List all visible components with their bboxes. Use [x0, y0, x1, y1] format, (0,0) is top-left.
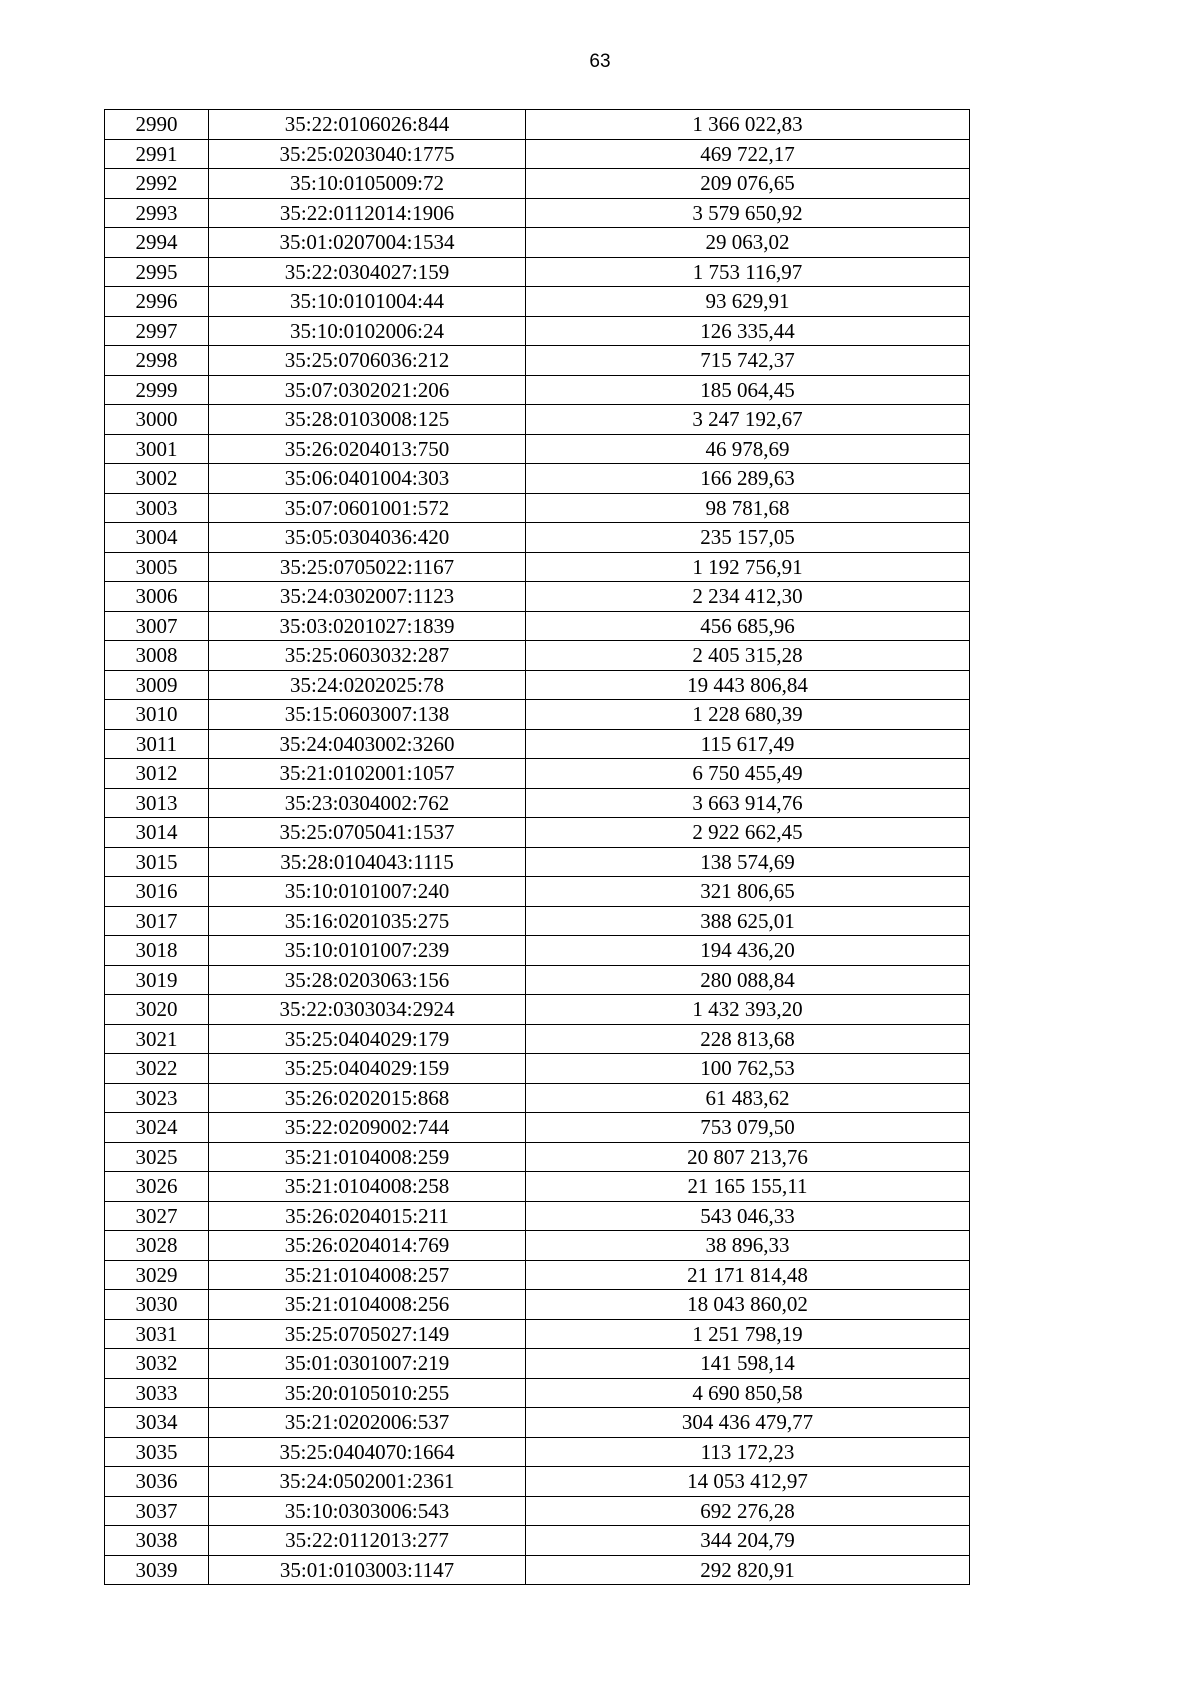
row-number-cell: 3027	[105, 1201, 209, 1231]
page-number: 63	[589, 51, 611, 72]
row-number-cell: 3005	[105, 552, 209, 582]
table-row	[105, 877, 970, 907]
cadastral-value-cell: 543 046,33	[526, 1201, 970, 1231]
cadastral-value-cell: 3 247 192,67	[526, 405, 970, 435]
cadastral-number-cell: 35:24:0403002:3260	[209, 729, 526, 759]
table-row	[105, 287, 970, 317]
cadastral-number-cell: 35:10:0101007:239	[209, 936, 526, 966]
table-row	[105, 906, 970, 936]
row-number-cell: 3008	[105, 641, 209, 671]
table-row	[105, 1113, 970, 1143]
cadastral-value-cell: 6 750 455,49	[526, 759, 970, 789]
cadastral-value-cell: 18 043 860,02	[526, 1290, 970, 1320]
cadastral-value-cell: 2 234 412,30	[526, 582, 970, 612]
cadastral-number-cell: 35:10:0101007:240	[209, 877, 526, 907]
cadastral-number-cell: 35:28:0103008:125	[209, 405, 526, 435]
cadastral-number-cell: 35:21:0202006:537	[209, 1408, 526, 1438]
cadastral-value-cell: 4 690 850,58	[526, 1378, 970, 1408]
row-number-cell: 3002	[105, 464, 209, 494]
cadastral-value-cell: 46 978,69	[526, 434, 970, 464]
cadastral-value-cell: 209 076,65	[526, 169, 970, 199]
cadastral-value-cell: 14 053 412,97	[526, 1467, 970, 1497]
table-row	[105, 995, 970, 1025]
row-number-cell: 3012	[105, 759, 209, 789]
cadastral-number-cell: 35:01:0103003:1147	[209, 1555, 526, 1585]
table-row	[105, 228, 970, 258]
cadastral-number-cell: 35:28:0104043:1115	[209, 847, 526, 877]
cadastral-value-cell: 93 629,91	[526, 287, 970, 317]
table-row	[105, 1408, 970, 1438]
row-number-cell: 3035	[105, 1437, 209, 1467]
row-number-cell: 3032	[105, 1349, 209, 1379]
table-row	[105, 1467, 970, 1497]
row-number-cell: 3024	[105, 1113, 209, 1143]
table-row	[105, 1319, 970, 1349]
row-number-cell: 2993	[105, 198, 209, 228]
cadastral-value-cell: 21 171 814,48	[526, 1260, 970, 1290]
cadastral-value-cell: 2 922 662,45	[526, 818, 970, 848]
cadastral-number-cell: 35:01:0207004:1534	[209, 228, 526, 258]
cadastral-number-cell: 35:25:0706036:212	[209, 346, 526, 376]
cadastral-number-cell: 35:22:0209002:744	[209, 1113, 526, 1143]
row-number-cell: 3017	[105, 906, 209, 936]
table-row	[105, 847, 970, 877]
cadastral-value-cell: 20 807 213,76	[526, 1142, 970, 1172]
cadastral-value-cell: 3 663 914,76	[526, 788, 970, 818]
cadastral-number-cell: 35:05:0304036:420	[209, 523, 526, 553]
table-row	[105, 375, 970, 405]
table-row	[105, 582, 970, 612]
row-number-cell: 3038	[105, 1526, 209, 1556]
cadastral-number-cell: 35:26:0204015:211	[209, 1201, 526, 1231]
cadastral-number-cell: 35:10:0102006:24	[209, 316, 526, 346]
table-row	[105, 759, 970, 789]
cadastral-value-cell: 715 742,37	[526, 346, 970, 376]
cadastral-number-cell: 35:26:0204014:769	[209, 1231, 526, 1261]
cadastral-number-cell: 35:21:0104008:256	[209, 1290, 526, 1320]
cadastral-number-cell: 35:22:0112014:1906	[209, 198, 526, 228]
table-row	[105, 1201, 970, 1231]
cadastral-number-cell: 35:24:0302007:1123	[209, 582, 526, 612]
cadastral-number-cell: 35:22:0112013:277	[209, 1526, 526, 1556]
cadastral-number-cell: 35:21:0104008:259	[209, 1142, 526, 1172]
table-row	[105, 464, 970, 494]
cadastral-value-cell: 1 753 116,97	[526, 257, 970, 287]
table-row	[105, 169, 970, 199]
cadastral-number-cell: 35:21:0102001:1057	[209, 759, 526, 789]
cadastral-value-cell: 1 192 756,91	[526, 552, 970, 582]
table-row	[105, 1054, 970, 1084]
row-number-cell: 3014	[105, 818, 209, 848]
cadastral-number-cell: 35:10:0303006:543	[209, 1496, 526, 1526]
cadastral-value-cell: 235 157,05	[526, 523, 970, 553]
cadastral-value-cell: 292 820,91	[526, 1555, 970, 1585]
row-number-cell: 3011	[105, 729, 209, 759]
cadastral-value-cell: 3 579 650,92	[526, 198, 970, 228]
row-number-cell: 3020	[105, 995, 209, 1025]
cadastral-number-cell: 35:26:0204013:750	[209, 434, 526, 464]
cadastral-value-cell: 21 165 155,11	[526, 1172, 970, 1202]
cadastral-value-cell: 1 251 798,19	[526, 1319, 970, 1349]
row-number-cell: 2992	[105, 169, 209, 199]
table-row	[105, 936, 970, 966]
row-number-cell: 2995	[105, 257, 209, 287]
row-number-cell: 3037	[105, 1496, 209, 1526]
row-number-cell: 3021	[105, 1024, 209, 1054]
cadastral-value-cell: 113 172,23	[526, 1437, 970, 1467]
cadastral-number-cell: 35:10:0105009:72	[209, 169, 526, 199]
table-row	[105, 198, 970, 228]
table-row	[105, 434, 970, 464]
cadastral-number-cell: 35:25:0705041:1537	[209, 818, 526, 848]
row-number-cell: 2997	[105, 316, 209, 346]
cadastral-value-cell: 138 574,69	[526, 847, 970, 877]
cadastral-value-cell: 38 896,33	[526, 1231, 970, 1261]
row-number-cell: 3030	[105, 1290, 209, 1320]
table-row	[105, 552, 970, 582]
cadastral-value-cell: 1 432 393,20	[526, 995, 970, 1025]
table-row	[105, 1349, 970, 1379]
cadastral-value-cell: 100 762,53	[526, 1054, 970, 1084]
table-row	[105, 1231, 970, 1261]
row-number-cell: 2998	[105, 346, 209, 376]
cadastral-value-cell: 304 436 479,77	[526, 1408, 970, 1438]
table-row	[105, 405, 970, 435]
row-number-cell: 3023	[105, 1083, 209, 1113]
cadastral-number-cell: 35:20:0105010:255	[209, 1378, 526, 1408]
table-row	[105, 1142, 970, 1172]
cadastral-value-cell: 126 335,44	[526, 316, 970, 346]
table-row	[105, 611, 970, 641]
cadastral-value-cell: 166 289,63	[526, 464, 970, 494]
cadastral-number-cell: 35:21:0104008:258	[209, 1172, 526, 1202]
cadastral-number-cell: 35:23:0304002:762	[209, 788, 526, 818]
row-number-cell: 3018	[105, 936, 209, 966]
cadastral-number-cell: 35:25:0203040:1775	[209, 139, 526, 169]
cadastral-number-cell: 35:01:0301007:219	[209, 1349, 526, 1379]
cadastral-number-cell: 35:24:0202025:78	[209, 670, 526, 700]
row-number-cell: 3026	[105, 1172, 209, 1202]
table-row	[105, 346, 970, 376]
cadastral-number-cell: 35:25:0404070:1664	[209, 1437, 526, 1467]
row-number-cell: 2996	[105, 287, 209, 317]
table-row	[105, 670, 970, 700]
table-row	[105, 523, 970, 553]
table-row	[105, 1378, 970, 1408]
cadastral-number-cell: 35:25:0404029:179	[209, 1024, 526, 1054]
cadastral-number-cell: 35:21:0104008:257	[209, 1260, 526, 1290]
cadastral-number-cell: 35:07:0302021:206	[209, 375, 526, 405]
cadastral-value-cell: 469 722,17	[526, 139, 970, 169]
cadastral-number-cell: 35:25:0705022:1167	[209, 552, 526, 582]
table-row	[105, 1555, 970, 1585]
cadastral-number-cell: 35:07:0601001:572	[209, 493, 526, 523]
cadastral-number-cell: 35:10:0101004:44	[209, 287, 526, 317]
cadastral-number-cell: 35:22:0303034:2924	[209, 995, 526, 1025]
row-number-cell: 3016	[105, 877, 209, 907]
cadastral-number-cell: 35:22:0106026:844	[209, 110, 526, 140]
row-number-cell: 3028	[105, 1231, 209, 1261]
row-number-cell: 3015	[105, 847, 209, 877]
cadastral-number-cell: 35:06:0401004:303	[209, 464, 526, 494]
table-row	[105, 818, 970, 848]
cadastral-value-cell: 29 063,02	[526, 228, 970, 258]
cadastral-value-cell: 194 436,20	[526, 936, 970, 966]
table-row	[105, 1290, 970, 1320]
row-number-cell: 3022	[105, 1054, 209, 1084]
cadastral-value-cell: 98 781,68	[526, 493, 970, 523]
row-number-cell: 3006	[105, 582, 209, 612]
table-row	[105, 788, 970, 818]
cadastral-number-cell: 35:03:0201027:1839	[209, 611, 526, 641]
cadastral-number-cell: 35:16:0201035:275	[209, 906, 526, 936]
row-number-cell: 3036	[105, 1467, 209, 1497]
row-number-cell: 3019	[105, 965, 209, 995]
table-row	[105, 1526, 970, 1556]
cadastral-value-cell: 753 079,50	[526, 1113, 970, 1143]
table-body	[105, 110, 970, 1585]
table-row	[105, 729, 970, 759]
cadastral-value-cell: 1 228 680,39	[526, 700, 970, 730]
cadastral-value-cell: 141 598,14	[526, 1349, 970, 1379]
cadastral-value-cell: 61 483,62	[526, 1083, 970, 1113]
cadastral-number-cell: 35:25:0404029:159	[209, 1054, 526, 1084]
row-number-cell: 3039	[105, 1555, 209, 1585]
cadastral-number-cell: 35:22:0304027:159	[209, 257, 526, 287]
table-row	[105, 700, 970, 730]
cadastral-value-cell: 2 405 315,28	[526, 641, 970, 671]
cadastral-number-cell: 35:25:0603032:287	[209, 641, 526, 671]
table-row	[105, 257, 970, 287]
row-number-cell: 3003	[105, 493, 209, 523]
table-row	[105, 1496, 970, 1526]
row-number-cell: 3001	[105, 434, 209, 464]
table-row	[105, 641, 970, 671]
table-row	[105, 1260, 970, 1290]
cadastral-value-cell: 19 443 806,84	[526, 670, 970, 700]
row-number-cell: 3010	[105, 700, 209, 730]
cadastral-number-cell: 35:15:0603007:138	[209, 700, 526, 730]
cadastral-value-cell: 692 276,28	[526, 1496, 970, 1526]
table-row	[105, 1437, 970, 1467]
table-row	[105, 139, 970, 169]
cadastral-number-cell: 35:28:0203063:156	[209, 965, 526, 995]
cadastral-value-cell: 115 617,49	[526, 729, 970, 759]
cadastral-value-cell: 344 204,79	[526, 1526, 970, 1556]
row-number-cell: 2999	[105, 375, 209, 405]
row-number-cell: 3034	[105, 1408, 209, 1438]
table-row	[105, 1083, 970, 1113]
row-number-cell: 3007	[105, 611, 209, 641]
row-number-cell: 3004	[105, 523, 209, 553]
table-row	[105, 1172, 970, 1202]
cadastral-value-cell: 228 813,68	[526, 1024, 970, 1054]
cadastral-value-cell: 456 685,96	[526, 611, 970, 641]
table-row	[105, 493, 970, 523]
row-number-cell: 3009	[105, 670, 209, 700]
row-number-cell: 2994	[105, 228, 209, 258]
table-row	[105, 110, 970, 140]
cadastral-number-cell: 35:25:0705027:149	[209, 1319, 526, 1349]
cadastral-value-cell: 1 366 022,83	[526, 110, 970, 140]
row-number-cell: 3025	[105, 1142, 209, 1172]
row-number-cell: 3013	[105, 788, 209, 818]
row-number-cell: 2991	[105, 139, 209, 169]
row-number-cell: 3000	[105, 405, 209, 435]
row-number-cell: 3029	[105, 1260, 209, 1290]
cadastral-value-cell: 185 064,45	[526, 375, 970, 405]
row-number-cell: 3031	[105, 1319, 209, 1349]
table-row	[105, 1024, 970, 1054]
cadastral-value-table	[104, 109, 970, 1585]
row-number-cell: 3033	[105, 1378, 209, 1408]
cadastral-number-cell: 35:26:0202015:868	[209, 1083, 526, 1113]
cadastral-value-cell: 321 806,65	[526, 877, 970, 907]
row-number-cell: 2990	[105, 110, 209, 140]
table-row	[105, 965, 970, 995]
table-row	[105, 316, 970, 346]
cadastral-value-cell: 280 088,84	[526, 965, 970, 995]
cadastral-number-cell: 35:24:0502001:2361	[209, 1467, 526, 1497]
cadastral-value-cell: 388 625,01	[526, 906, 970, 936]
